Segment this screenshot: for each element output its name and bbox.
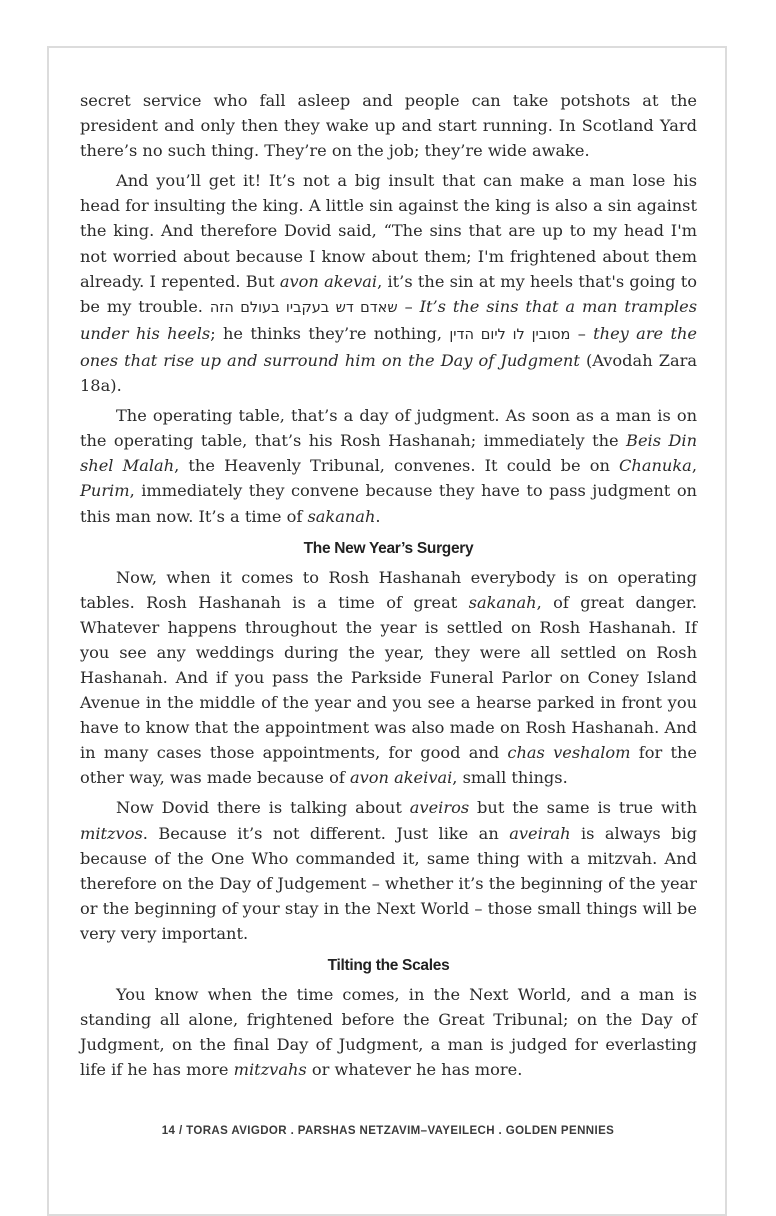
italic-phrase: Chanuka xyxy=(619,456,692,476)
italic-phrase: mitzvahs xyxy=(233,1060,307,1080)
body-paragraph xyxy=(80,565,697,791)
italic-phrase: aveirah xyxy=(509,823,571,843)
text-run: , xyxy=(691,456,697,476)
text-run: . Because it’s not different. Just like an xyxy=(142,823,510,843)
italic-phrase: avon akeivai xyxy=(349,768,453,788)
text-run: but the same is true with xyxy=(469,798,698,818)
text-run: The operating table, that’s a day of judgment. As soon as a man is on the operating table, that’s his Rosh Hashanah; immediately the xyxy=(80,406,697,451)
italic-phrase: mitzvos xyxy=(80,823,143,843)
italic-phrase: they are the ones that rise up and surround him on the Day of Judgment xyxy=(80,323,697,370)
text-run: secret service who fall asleep and people can take potshots at the president and only then they wake up and start running. In Scotland Yard there’s no such thing. They’re on the job; they’re wide awake. xyxy=(80,91,697,161)
italic-phrase: It’s the sins that a man tramples under his heels xyxy=(80,296,697,343)
body-paragraph xyxy=(80,982,697,1082)
italic-phrase: aveiros xyxy=(409,798,470,818)
italic-phrase: sakanah xyxy=(307,506,376,526)
text-run: And you’ll get it! It’s not a big insult that can make a man lose his head for insulting the king. A little sin against the king is also a sin against the king. And therefore Dovid said, “The sins that are up to my head I'm not worried about because I know about them; I'm frightened about them already. I repented. But xyxy=(80,171,697,291)
italic-phrase: Beis Din shel Malah xyxy=(80,431,698,476)
text-run: ; he thinks they’re nothing, xyxy=(210,323,450,343)
page-footer: 14 / TORAS AVIGDOR . PARSHAS NETZAVIM–VAYEILECH . GOLDEN PENNIES xyxy=(161,1125,615,1137)
body-paragraph xyxy=(80,795,697,946)
text-run: , it’s the sin at my heels that's going to be my trouble. xyxy=(80,271,698,316)
italic-phrase: Purim xyxy=(80,481,130,501)
body-paragraph xyxy=(80,403,697,528)
text-run: is always big because of the One Who commanded it, same thing with a mitzvah. And therefore on the Day of Judgement – whether it’s the beginning of the year or the beginning of your stay in the Next World – those small things will be very very important. xyxy=(80,823,698,943)
text-run: – xyxy=(397,296,420,316)
text-run: , of great danger. Whatever happens throughout the year is settled on Rosh Hashanah. If you see any weddings during the year, they were all settled on Rosh Hashanah. And if you pass the Parkside Funeral Parlor on Coney Island Avenue in the middle of the year and you see a hearse parked in front you have to know that the appointment was also made on Rosh Hashanah. And in many cases those appointments, for good and xyxy=(80,592,698,763)
text-run: , the Heavenly Tribunal, convenes. It could be on xyxy=(174,456,620,476)
hebrew-quote: מסובין לו ליום הדין xyxy=(449,326,571,343)
body-paragraph xyxy=(80,168,697,398)
section-heading: The New Year’s Surgery xyxy=(303,539,474,557)
text-run: – xyxy=(570,323,594,343)
text-run: , small things. xyxy=(452,768,568,788)
italic-phrase: avon akevai xyxy=(279,271,378,291)
section-heading: Tilting the Scales xyxy=(327,957,450,974)
italic-phrase: chas veshalom xyxy=(507,743,631,763)
text-run: or whatever he has more. xyxy=(306,1060,523,1080)
text-run: (Avodah Zara 18a). xyxy=(80,350,697,396)
hebrew-quote: שאדם דש בעקביו בעולם הזה xyxy=(209,299,398,316)
text-run: You know when the time comes, in the Next World, and a man is standing all alone, frightened before the Great Tribunal; on the Day of Judgment, on the final Day of Judgment, a man is judged for everlasting life if he has more xyxy=(80,985,697,1080)
text-run: . xyxy=(375,506,381,526)
text-run: for the other way, was made because of xyxy=(80,743,698,788)
text-run: Now Dovid there is talking about xyxy=(116,798,410,818)
italic-phrase: sakanah xyxy=(468,592,537,612)
text-run: , immediately they convene because they have to pass judgment on this man now. It’s a time of xyxy=(80,481,697,526)
page-body xyxy=(80,88,697,1087)
text-run: Now, when it comes to Rosh Hashanah everybody is on operating tables. Rosh Hashanah is a time of great xyxy=(80,567,697,612)
body-paragraph xyxy=(80,88,697,163)
